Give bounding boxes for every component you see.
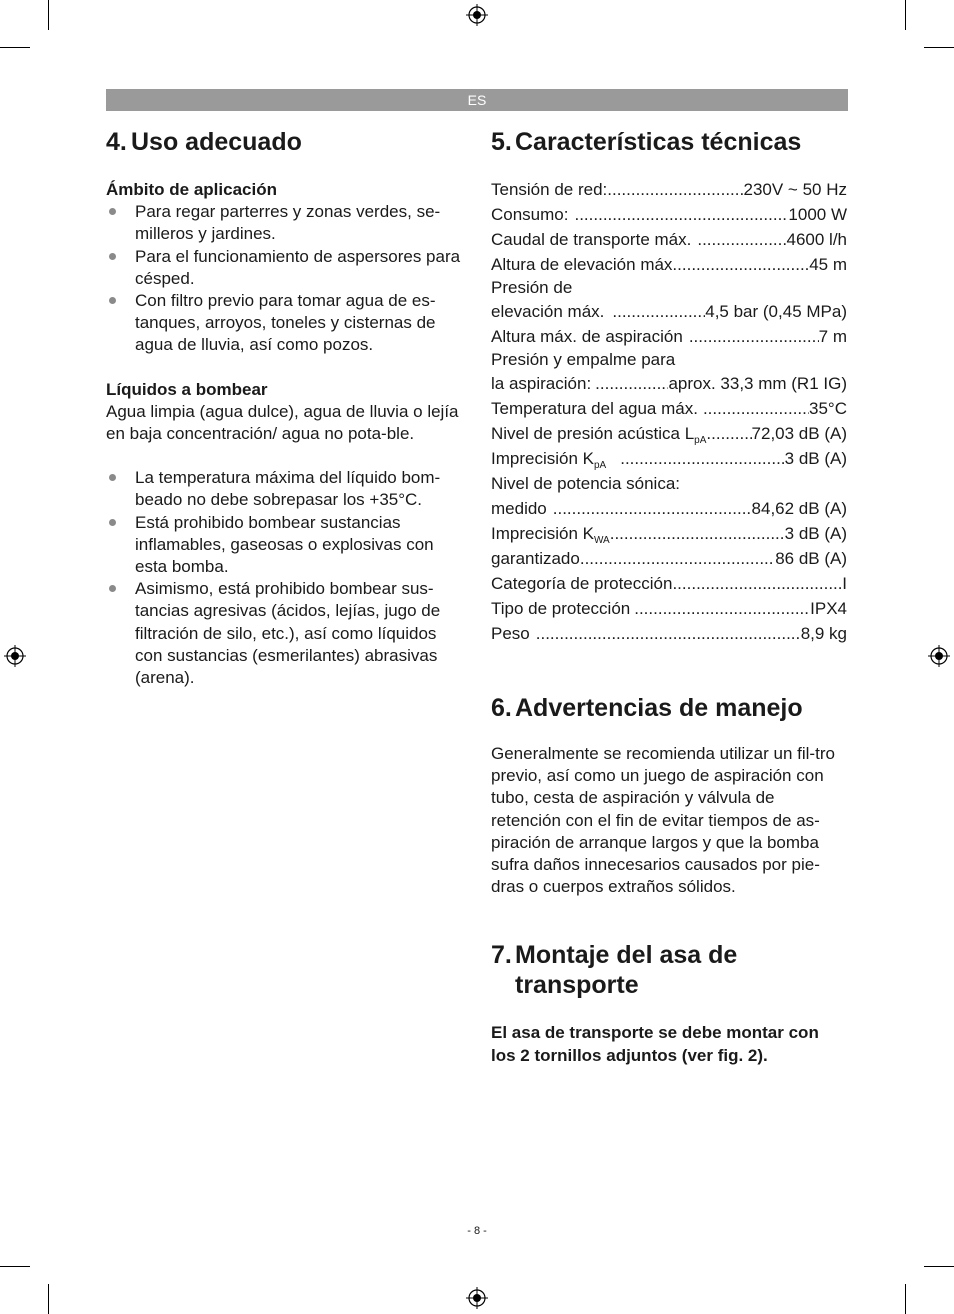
section-7-heading [491, 940, 847, 1000]
scope-list [106, 201, 466, 356]
section-title: Montaje del asa de transporte [515, 941, 738, 1000]
section-4-heading [106, 127, 466, 157]
crop-mark [48, 0, 49, 30]
spec-row: Tensión de red: ..... 230V ~ 50 Hz [491, 177, 847, 202]
spec-row: Nivel de presión acústica $L_{pA}$ ..... 72,03 dB (A) [491, 421, 847, 446]
bullet-icon [109, 474, 116, 481]
list-item: Con filtro previo para tomar agua de es-tanques, arroyos, toneles y cisternas de agua de lluvia, así como pozos. [106, 290, 466, 357]
crop-mark [0, 47, 30, 48]
handling-text: Generalmente se recomienda utilizar un fil-tro previo, así como un juego de aspiración con tubo, cesta de aspiración y válvula de retención con el fin de evitar tiempos de as-piración de arranque largos y que la bomba sufra daños innecesarios causados por pie-dras o cuerpos extraños sólidos. [491, 744, 835, 897]
page-number: - 8 - [467, 1225, 487, 1237]
spec-row: Caudal de transporte máx. ..... 4600 l/h [491, 227, 847, 252]
language-code: ES [467, 92, 487, 108]
section-5-heading [491, 127, 847, 157]
bullet-icon [109, 297, 116, 304]
list-item: Asimismo, está prohibido bombear sus-tancias agresivas (ácidos, lejías, jugo de filtración de silo, etc.), así como líquidos con sustancias (esmerilantes) abrasivas (arena). [106, 578, 466, 689]
spec-row: Categoría de protección ..... I [491, 571, 847, 596]
bullet-icon [109, 585, 116, 592]
section-6-heading [491, 693, 847, 723]
bullet-icon [109, 253, 116, 260]
spec-row: Imprecisión $K_{WA}$ ..... 3 dB (A) [491, 521, 847, 546]
warning-list [106, 467, 466, 689]
spec-label-line: Presión de [491, 278, 573, 297]
crop-mark [924, 1266, 954, 1267]
registration-mark-icon [928, 645, 950, 667]
section-number: 4. [106, 128, 127, 156]
section-number: 7. [491, 941, 512, 970]
section-number: 6. [491, 694, 512, 722]
spec-row: Peso ..... 8,9 kg [491, 621, 847, 646]
spec-label-line: Presión y empalme para [491, 350, 676, 369]
crop-mark [0, 1266, 30, 1267]
spec-label-line: Nivel de potencia sónica: [491, 474, 681, 493]
section-title: Uso adecuado [131, 128, 302, 156]
section-title: Características técnicas [515, 128, 802, 156]
spec-row: Tipo de protección ..... IPX4 [491, 596, 847, 621]
crop-mark [905, 1284, 906, 1314]
crop-mark [905, 0, 906, 30]
registration-mark-icon [4, 645, 26, 667]
list-item: Para el funcionamiento de aspersores para césped. [106, 246, 466, 290]
registration-mark-icon [466, 4, 488, 26]
spec-row: Altura de elevación máx. ..... 45 m [491, 252, 847, 277]
spec-row: garantizado ..... 86 dB (A) [491, 546, 847, 571]
mounting-text: El asa de transporte se debe montar con los 2 tornillos adjuntos (ver fig. 2). [491, 1023, 819, 1065]
list-item: Está prohibido bombear sustancias inflamables, gaseosas o explosivas con esta bomba. [106, 512, 466, 579]
spec-row: Altura máx. de aspiración ..... 7 m [491, 324, 847, 349]
registration-mark-icon [466, 1287, 488, 1309]
list-item: La temperatura máxima del líquido bom-beado no debe sobrepasar los +35°C. [106, 467, 466, 511]
list-item: Para regar parterres y zonas verdes, se-milleros y jardines. [106, 201, 466, 245]
liquids-text: Agua limpia (agua dulce), agua de lluvia o lejía en baja concentración/ agua no pota-ble. [106, 401, 459, 444]
section-title: Advertencias de manejo [515, 694, 803, 722]
scope-heading: Ámbito de aplicación [106, 180, 277, 199]
spec-row: Consumo: ..... 1000 W [491, 202, 847, 227]
language-bar [106, 89, 848, 111]
crop-mark [924, 47, 954, 48]
spec-list [491, 177, 847, 646]
spec-row: elevación máx. ..... 4,5 bar (0,45 MPa) [491, 299, 847, 324]
spec-row: Temperatura del agua máx. ..... 35°C [491, 396, 847, 421]
crop-mark [48, 1284, 49, 1314]
bullet-icon [109, 208, 116, 215]
bullet-icon [109, 519, 116, 526]
spec-row: medido ..... 84,62 dB (A) [491, 496, 847, 521]
section-number: 5. [491, 128, 512, 156]
spec-row: Imprecisión $K_{pA}$ ..... 3 dB (A) [491, 446, 847, 471]
right-column [491, 127, 847, 1067]
liquids-heading: Líquidos a bombear [106, 379, 268, 399]
left-column [106, 127, 466, 689]
spec-row: la aspiración: ..... aprox. 33,3 mm (R1 IG) [491, 371, 847, 396]
